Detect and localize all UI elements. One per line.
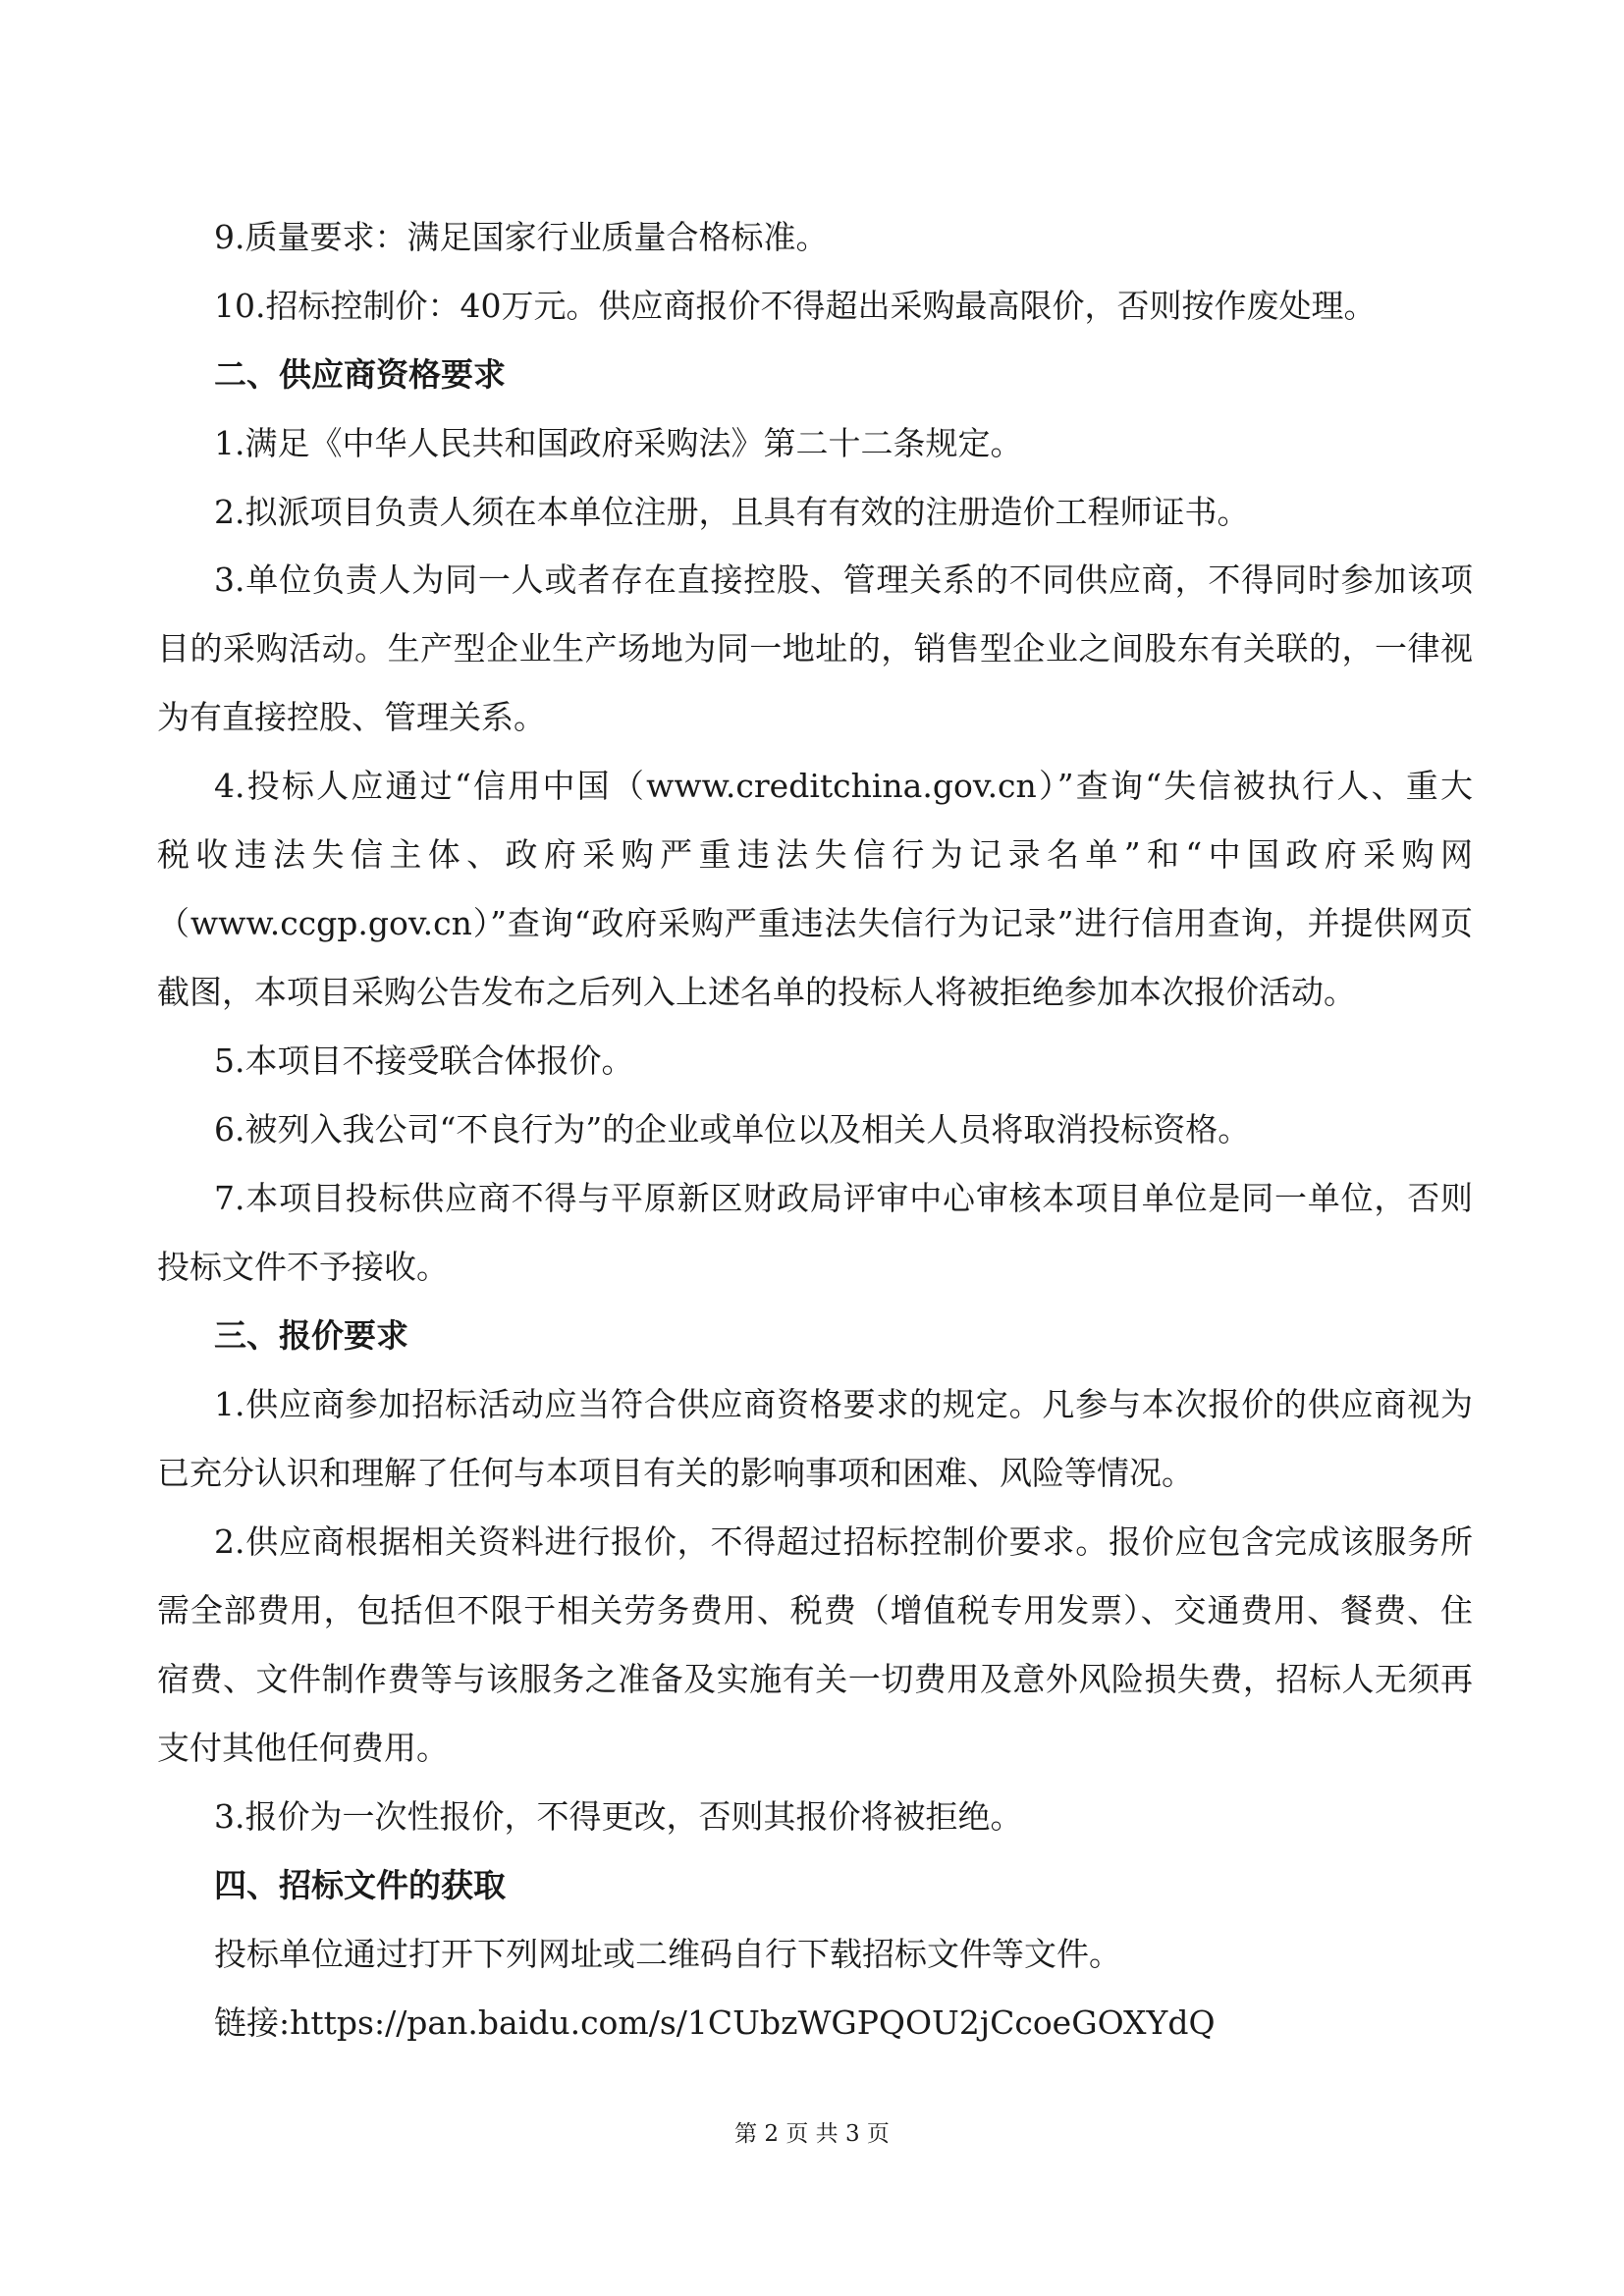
section-heading-qualification: 二、供应商资格要求 xyxy=(214,355,506,394)
download-instruction: 投标单位通过打开下列网址或二维码自行下载招标文件等文件。 xyxy=(214,1935,1121,1973)
quotation-item-3: 3.报价为一次性报价，不得更改，否则其报价将被拒绝。 xyxy=(214,1797,1023,1836)
control-price: 10.招标控制价：40万元。供应商报价不得超出采购最高限价，否则按作废处理。 xyxy=(214,287,1377,325)
download-link[interactable]: 链接:https://pan.baidu.com/s/1CUbzWGPQOU2jCcoeGOXYdQ xyxy=(214,2003,1216,2042)
quotation-item-2-line-2: 需全部费用，包括但不限于相关劳务费用、税费（增值税专用发票）、交通费用、餐费、住 xyxy=(157,1591,1473,1629)
quotation-item-1-line-1: 1.供应商参加招标活动应当符合供应商资格要求的规定。凡参与本次报价的供应商视为 xyxy=(214,1385,1473,1423)
quotation-item-1-line-2: 已充分认识和理解了任何与本项目有关的影响事项和困难、风险等情况。 xyxy=(157,1454,1194,1492)
page-number-footer: 第 2 页 共 3 页 xyxy=(734,2121,890,2147)
quality-requirement: 9.质量要求：满足国家行业质量合格标准。 xyxy=(214,218,829,256)
qualification-item-6: 6.被列入我公司“不良行为”的企业或单位以及相关人员将取消投标资格。 xyxy=(214,1110,1251,1148)
qualification-item-1: 1.满足《中华人民共和国政府采购法》第二十二条规定。 xyxy=(214,424,1023,462)
section-heading-document-acquisition: 四、招标文件的获取 xyxy=(214,1866,506,1904)
qualification-item-4-line-4: 截图，本项目采购公告发布之后列入上述名单的投标人将被拒绝参加本次报价活动。 xyxy=(157,973,1356,1011)
qualification-item-7-line-2: 投标文件不予接收。 xyxy=(157,1248,449,1286)
qualification-item-4-line-3: （www.ccgp.gov.cn）”查询“政府采购严重违法失信行为记录”进行信用查询，并提供网页 xyxy=(157,904,1473,942)
qualification-item-4-line-2: 税收违法失信主体、政府采购严重违法失信行为记录名单”和“中国政府采购网 xyxy=(157,835,1473,874)
qualification-item-2: 2.拟派项目负责人须在本单位注册，且具有有效的注册造价工程师证书。 xyxy=(214,493,1250,531)
qualification-item-5: 5.本项目不接受联合体报价。 xyxy=(214,1041,634,1080)
qualification-item-4-line-1: 4.投标人应通过“信用中国（www.creditchina.gov.cn）”查询“失信被执行人、重大 xyxy=(214,767,1473,805)
section-heading-quotation: 三、报价要求 xyxy=(214,1316,408,1355)
quotation-item-2-line-1: 2.供应商根据相关资料进行报价，不得超过招标控制价要求。报价应包含完成该服务所 xyxy=(214,1522,1473,1561)
qualification-item-3-line-1: 3.单位负责人为同一人或者存在直接控股、管理关系的不同供应商，不得同时参加该项 xyxy=(214,561,1473,599)
quotation-item-2-line-3: 宿费、文件制作费等与该服务之准备及实施有关一切费用及意外风险损失费，招标人无须再 xyxy=(157,1660,1473,1698)
qualification-item-3-line-3: 为有直接控股、管理关系。 xyxy=(157,698,546,736)
quotation-item-2-line-4: 支付其他任何费用。 xyxy=(157,1729,449,1767)
qualification-item-7-line-1: 7.本项目投标供应商不得与平原新区财政局评审中心审核本项目单位是同一单位，否则 xyxy=(214,1179,1473,1217)
qualification-item-3-line-2: 目的采购活动。生产型企业生产场地为同一地址的，销售型企业之间股东有关联的，一律视 xyxy=(157,629,1473,667)
